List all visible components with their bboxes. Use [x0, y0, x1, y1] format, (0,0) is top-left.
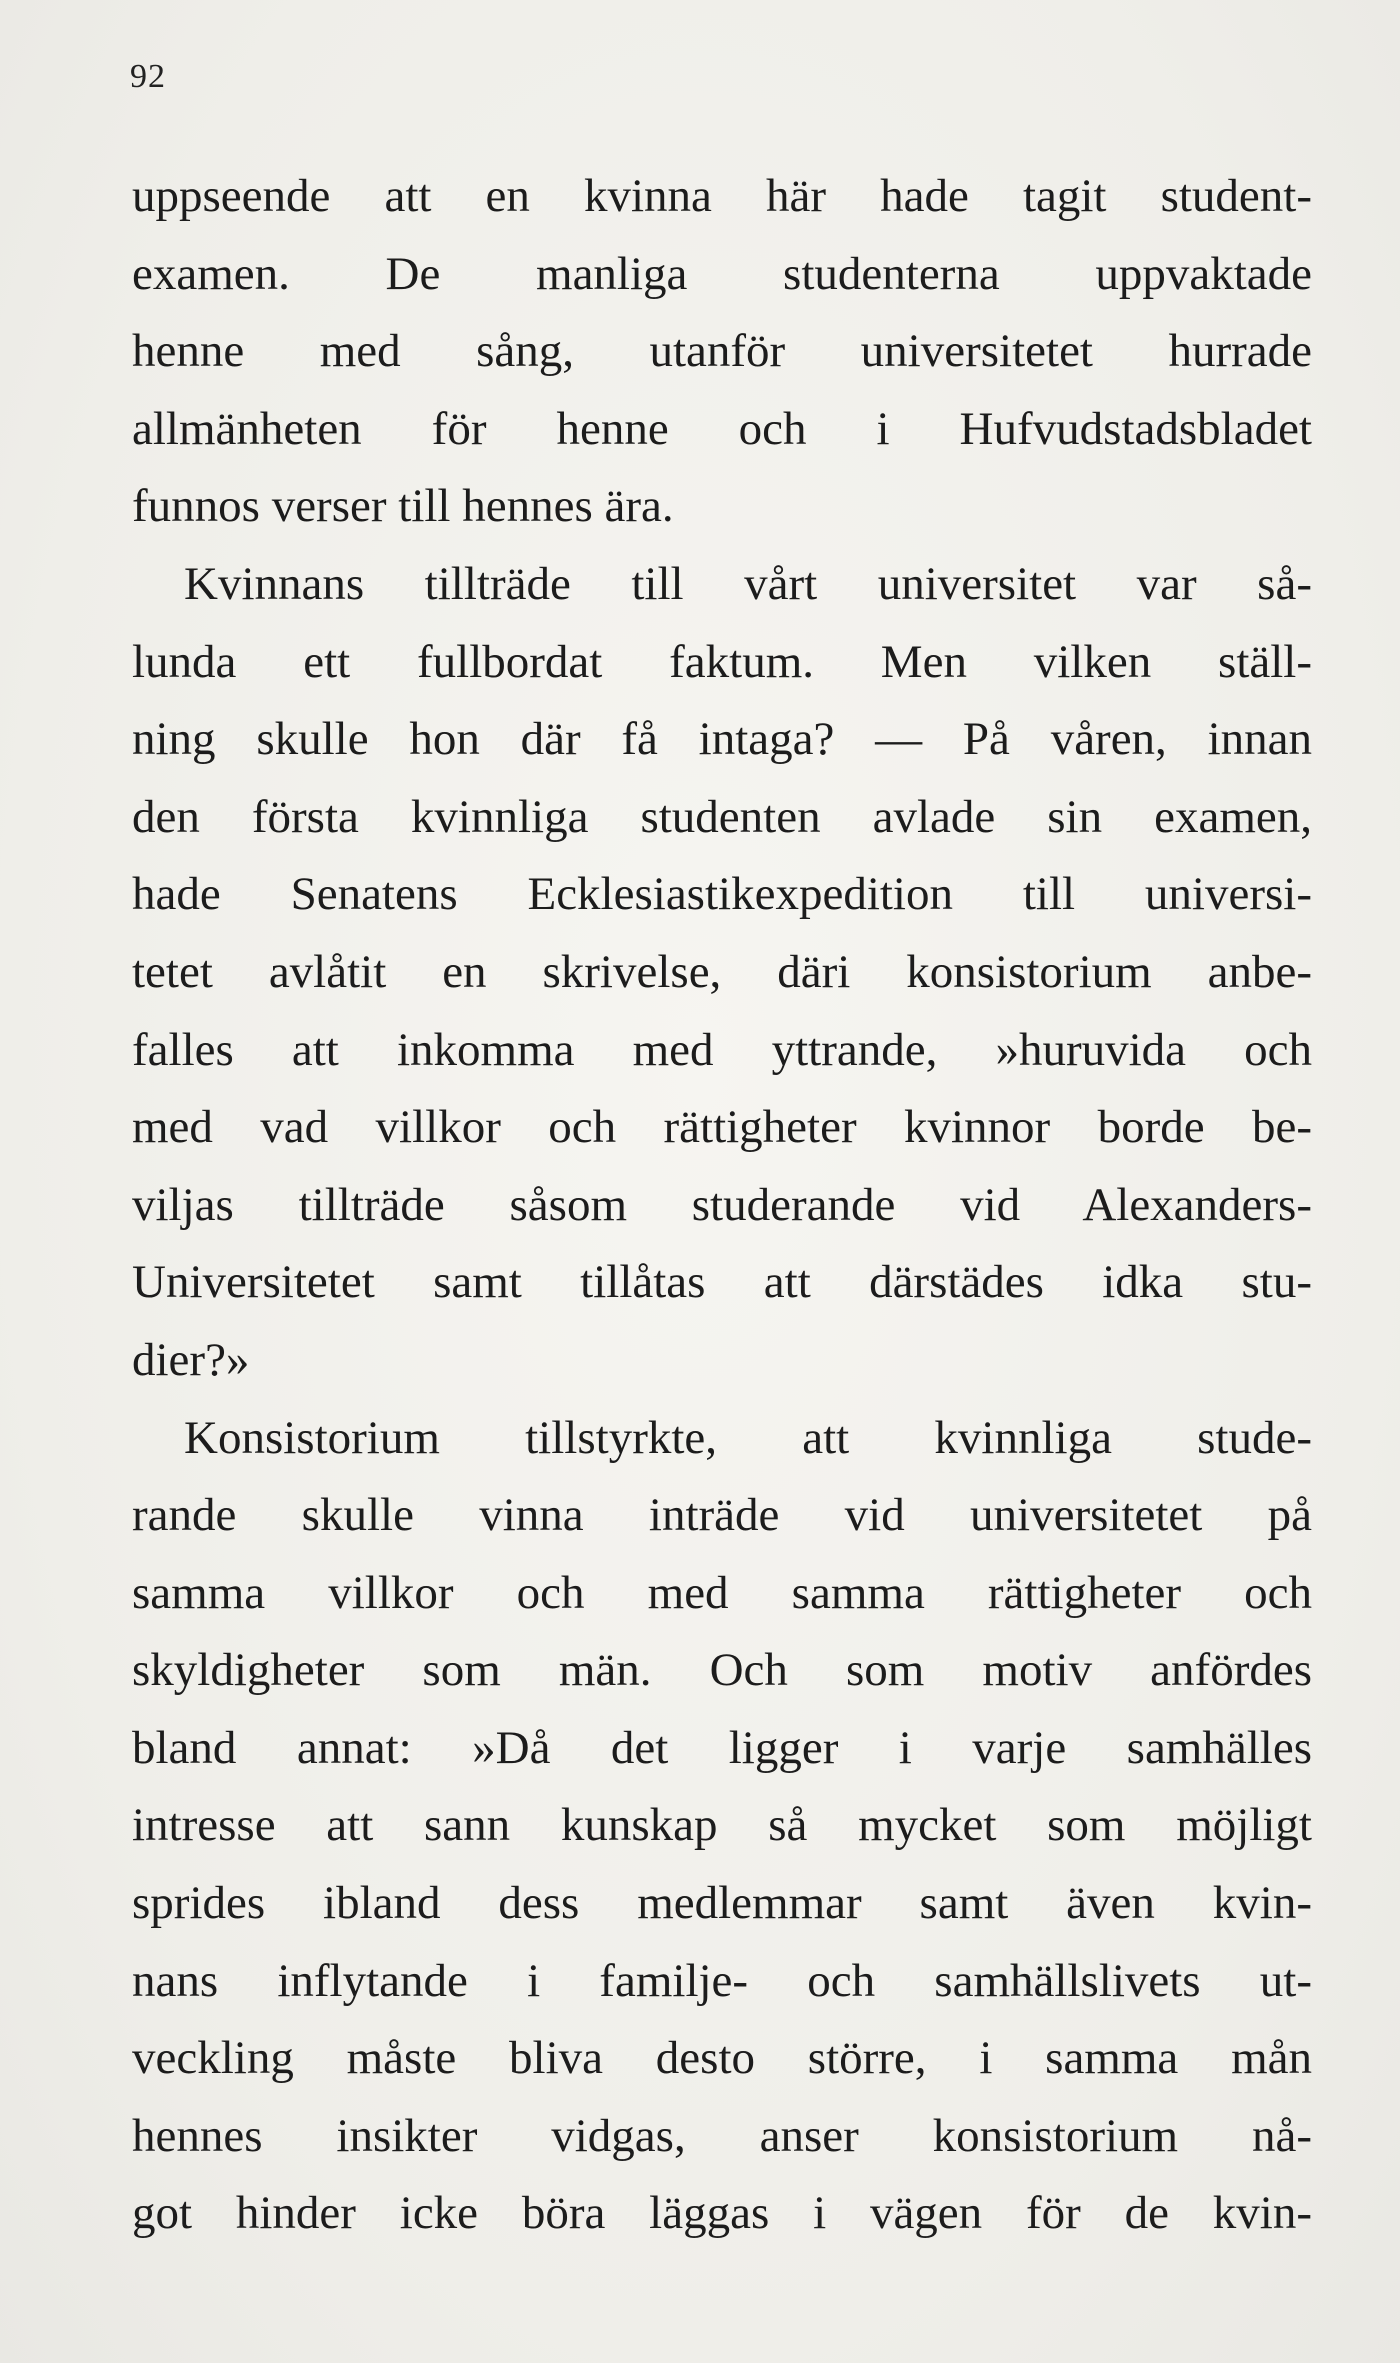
text-line: rande skulle vinna inträde vid universitetet på [132, 1489, 1312, 1542]
text-line: bland annat: »Då det ligger i varje samhälles [132, 1721, 1312, 1774]
text-line: allmänheten för henne och i Hufvudstadsbladet [132, 402, 1312, 455]
text-line: den första kvinnliga studenten avlade sin examen, [132, 790, 1312, 843]
text-line: skyldigheter som män. Och som motiv anfördes [132, 1644, 1312, 1697]
text-line: lunda ett fullbordat faktum. Men vilken ställ- [132, 635, 1312, 688]
text-line: uppseende att en kvinna här hade tagit student- [132, 170, 1312, 222]
text-line: examen. De manliga studenterna uppvaktade [132, 247, 1312, 300]
text-line: intresse att sann kunskap så mycket som möjligt [132, 1799, 1312, 1852]
text-line: tetet avlåtit en skrivelse, däri konsistorium anbe- [132, 945, 1312, 998]
text-line: hade Senatens Ecklesiastikexpedition till universi- [132, 868, 1312, 921]
text-line: henne med sång, utanför universitetet hurrade [132, 325, 1312, 378]
text-line: veckling måste bliva desto större, i samma mån [132, 2032, 1312, 2085]
text-line: funnos verser till hennes ära. [132, 480, 674, 533]
text-line: got hinder icke böra läggas i vägen för de kvin- [132, 2187, 1312, 2240]
text-line: falles att inkomma med yttrande, »huruvida och [132, 1023, 1312, 1076]
text-line: viljas tillträde såsom studerande vid Alexanders- [132, 1178, 1312, 1231]
page-number: 92 [130, 58, 166, 95]
text-line: dier?» [132, 1333, 250, 1386]
text-line: hennes insikter vidgas, anser konsistorium nå- [132, 2109, 1312, 2162]
text-line: med vad villkor och rättigheter kvinnor borde be- [132, 1101, 1312, 1154]
text-line: ning skulle hon där få intaga? — På våren, innan [132, 713, 1312, 766]
text-line: Universitetet samt tillåtas att därstädes idka stu- [132, 1256, 1312, 1309]
text-line: sprides ibland dess medlemmar samt även kvin- [132, 1877, 1312, 1930]
text-line: Kvinnans tillträde till vårt universitet var så- [184, 557, 1312, 610]
text-line: nans inflytande i familje- och samhällslivets ut- [132, 1954, 1312, 2007]
body-text [132, 158, 1312, 2253]
text-line: samma villkor och med samma rättigheter och [132, 1566, 1312, 1619]
text-line: Konsistorium tillstyrkte, att kvinnliga stude- [184, 1411, 1312, 1464]
